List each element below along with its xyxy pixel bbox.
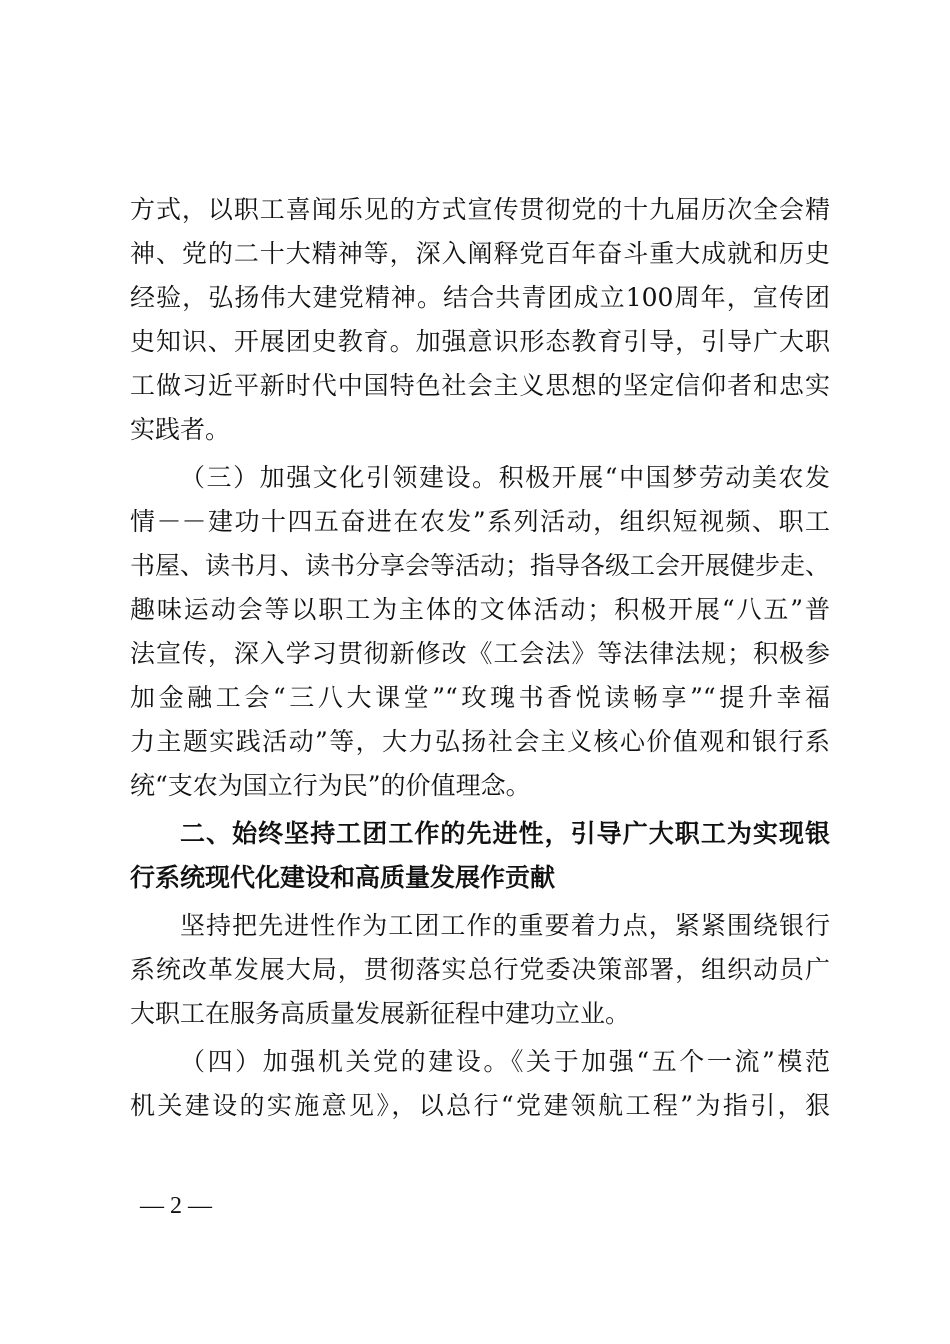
body-text-line: 史知识、开展团史教育。加强意识形态教育引导，引导广大职	[130, 327, 830, 356]
body-text-line: 情－－建功十四五奋进在农发”系列活动，组织短视频、职工	[130, 507, 830, 536]
chapter-heading-line: 二、始终坚持工团工作的先进性，引导广大职工为实现银	[180, 819, 830, 848]
body-text-line: 趣味运动会等以职工为主体的文体活动；积极开展“八五”普	[130, 595, 830, 624]
body-text-line: 力主题实践活动”等，大力弘扬社会主义核心价值观和银行系	[130, 727, 830, 756]
body-text-line: 系统改革发展大局，贯彻落实总行党委决策部署，组织动员广	[130, 955, 830, 984]
body-text-line: 加金融工会“三八大课堂”“玫瑰书香悦读畅享”“提升幸福	[130, 683, 830, 712]
body-text-line: 法宣传，深入学习贯彻新修改《工会法》等法律法规；积极参	[130, 639, 830, 668]
section-heading-line: （三）加强文化引领建设。积极开展“中国梦劳动美农发	[180, 463, 830, 492]
body-text-line: 工做习近平新时代中国特色社会主义思想的坚定信仰者和忠实	[130, 371, 830, 400]
body-text-line: 机关建设的实施意见》，以总行“党建领航工程”为指引，狠	[130, 1091, 830, 1120]
body-text-line: 书屋、读书月、读书分享会等活动；指导各级工会开展健步走、	[130, 551, 831, 580]
body-text-line: 实践者。	[130, 415, 231, 444]
chapter-heading-line: 行系统现代化建设和高质量发展作贡献	[130, 863, 556, 892]
page-number: — 2 —	[140, 1193, 212, 1219]
body-text-line: 经验，弘扬伟大建党精神。结合共青团成立100周年，宣传团	[130, 283, 830, 312]
section-heading-line: （四）加强机关党的建设。《关于加强“五个一流”模范	[180, 1047, 830, 1076]
body-text-line: 统“支农为国立行为民”的价值理念。	[130, 771, 531, 800]
body-text-line: 坚持把先进性作为工团工作的重要着力点，紧紧围绕银行	[180, 911, 830, 940]
body-text-line: 大职工在服务高质量发展新征程中建功立业。	[130, 999, 631, 1028]
body-text-line: 神、党的二十大精神等，深入阐释党百年奋斗重大成就和历史	[130, 239, 830, 268]
body-text-line: 方式，以职工喜闻乐见的方式宣传贯彻党的十九届历次全会精	[130, 195, 830, 224]
